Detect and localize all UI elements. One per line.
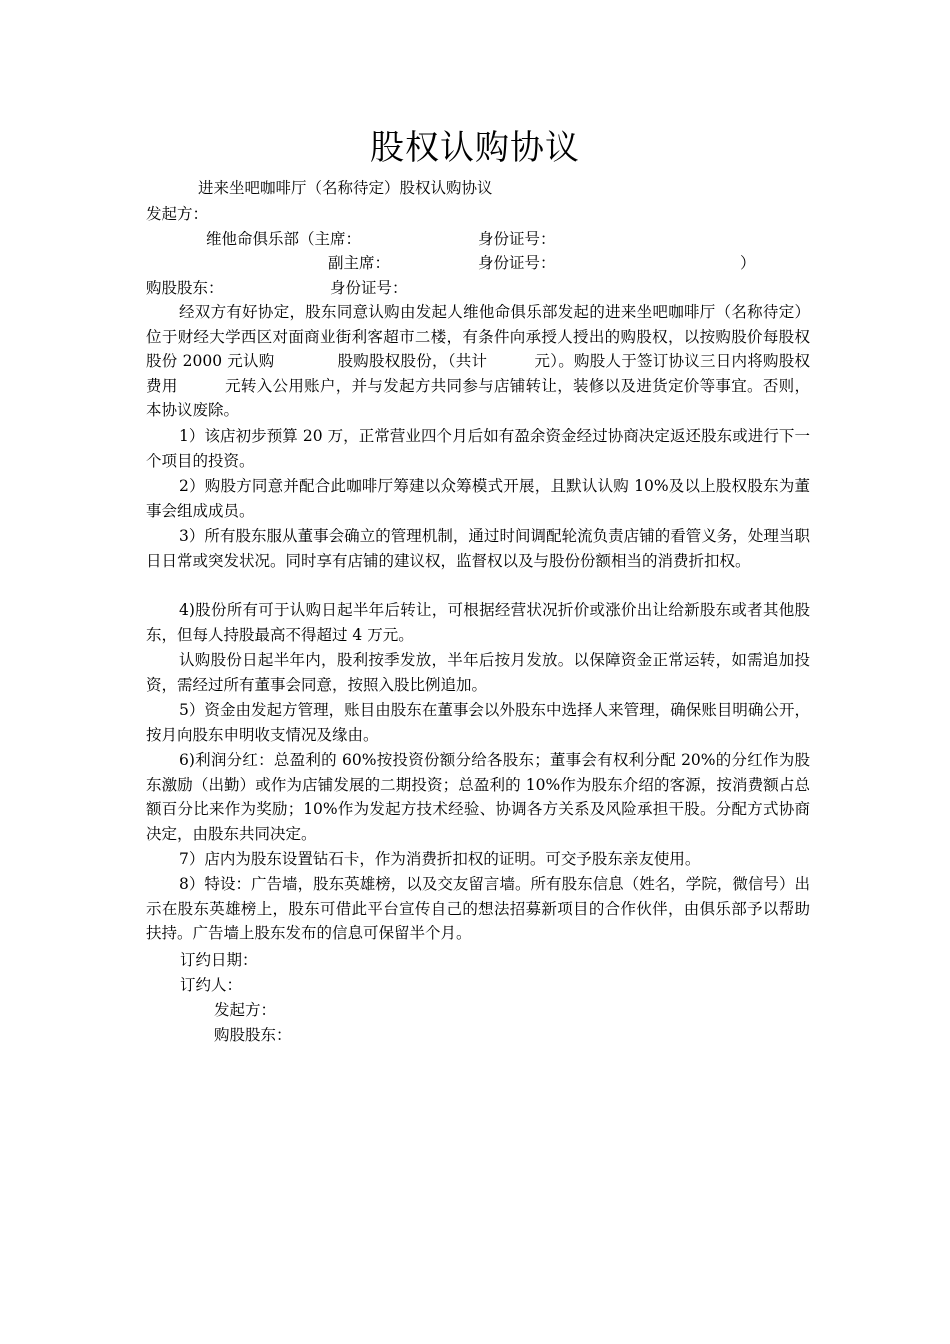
close-paren: ） [740,254,756,272]
clause-6: 6)利润分红：总盈利的 60%按投资份额分给各股东；董事会有权利分配 20%的分红作为股东激励（出勤）或作为店铺发展的二期投资；总盈利的 10%作为股东介绍的客源，按消费额占总额百分比来作为奖励；10%作为发起方技术经验、协调各方关系及风险承担干股。分配方式协商决定，由股东共同决定。 [146,751,810,843]
sign-shareholder-label: 购股股东： [214,1026,292,1044]
vice-chair-label: 副主席： [328,254,391,272]
clause-8: 8）特设：广告墙，股东英雄榜，以及交友留言墙。所有股东信息（姓名，学院，微信号）出示在股东英雄榜上，股东可借此平台宣传自己的想法招募新项目的合作伙伴，由俱乐部予以帮助扶持。广告墙上股东发布的信息可保留半个月。 [146,875,810,943]
dividend-paragraph: 认购股份日起半年内，股利按季发放，半年后按月发放。以保障资金正常运转，如需追加投资，需经过所有董事会同意，按照入股比例追加。 [146,651,810,694]
shareholder-label: 购股股东： [146,279,224,297]
sign-initiator-label: 发起方： [214,1001,277,1019]
shareholder-id-label: 身份证号： [330,279,408,297]
intro-paragraph: 经双方有好协定，股东同意认购由发起人维他命俱乐部发起的进来坐吧咖啡厅（名称待定）位于财经大学西区对面商业街利客超市二楼，有条件向承授人授出的购股权，以按购股价每股权股份 2000 元认购 股购股权股份，（共计 元）。购股人于签订协议三日内将购股权费用 元转入公用账户，并与发起方共同参与店铺转让，装修以及进货定价等事宜。否则，本协议废除。 [146,303,810,420]
sign-date-label: 订约日期： [180,951,258,969]
clause-7: 7）店内为股东设置钻石卡，作为消费折扣权的证明。可交予股东亲友使用。 [179,850,701,868]
document-title: 股权认购协议 [370,128,580,168]
clause-3: 3）所有股东服从董事会确立的管理机制，通过时间调配轮流负责店铺的看管义务，处理当职日日常或突发状况。同时享有店铺的建议权，监督权以及与股份份额相当的消费折扣权。 [146,527,810,570]
clause-4: 4)股份所有可于认购日起半年后转让，可根据经营状况折价或涨价出让给新股东或者其他股东，但每人持股最高不得超过 4 万元。 [146,601,810,644]
clause-1: 1）该店初步预算 20 万，正常营业四个月后如有盈余资金经过协商决定返还股东或进行下一个项目的投资。 [146,427,810,470]
vice-chair-id-label: 身份证号： [478,254,556,272]
clause-2: 2）购股方同意并配合此咖啡厅筹建以众筹模式开展，且默认认购 10%及以上股权股东为董事会组成成员。 [146,477,810,520]
clause-5: 5）资金由发起方管理，账目由股东在董事会以外股东中选择人来管理，确保账目明确公开，按月向股东申明收支情况及缘由。 [146,701,810,744]
signatory-label: 订约人： [180,976,243,994]
chair-id-label: 身份证号： [478,230,556,248]
initiator-label: 发起方： [146,205,209,223]
document-subtitle: 进来坐吧咖啡厅（名称待定）股权认购协议 [198,179,493,197]
club-chair-label: 维他命俱乐部（主席： [206,230,362,248]
